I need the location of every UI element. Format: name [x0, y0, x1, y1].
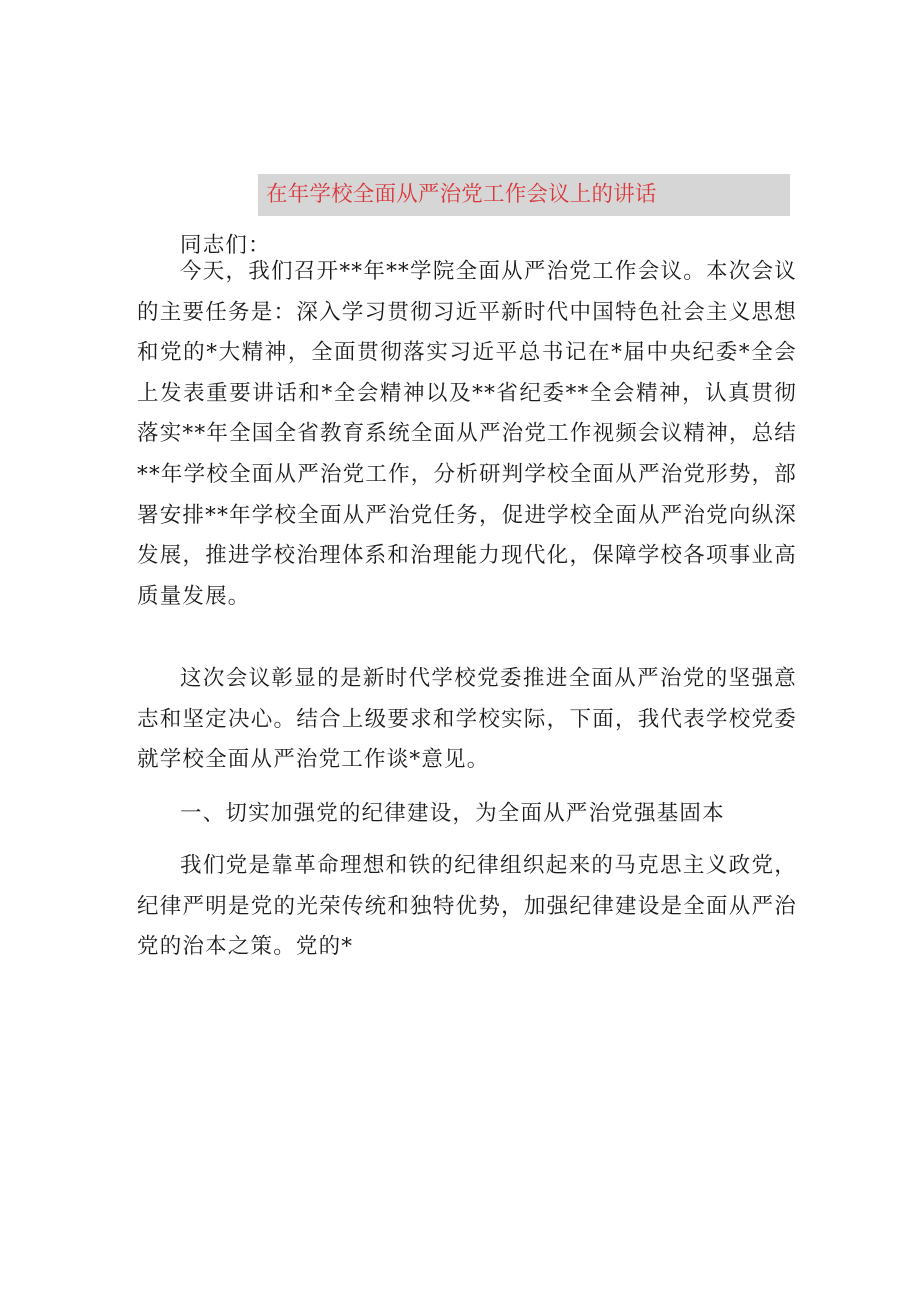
paragraph-intro — [137, 252, 797, 617]
paragraph: 这次会议彰显的是新时代学校党委推进全面从严治党的坚强意志和坚定决心。结合上级要求和学校实际，下面，我代表学校党委就学校全面从严治党工作谈*意见。 — [137, 666, 797, 773]
paragraph-resolve — [137, 659, 797, 781]
paragraph-discipline — [137, 846, 797, 968]
section-heading: 一、切实加强党的纪律建设，为全面从严治党强基固本 — [180, 801, 725, 826]
document-title: 在年学校全面从严治党工作会议上的讲话 — [266, 182, 657, 207]
paragraph: 今天，我们召开**年**学院全面从严治党工作会议。本次会议的主要任务是：深入学习贯彻习近平新时代中国特色社会主义思想和党的*大精神，全面贯彻落实习近平总书记在*届中央纪委*全会上发表重要讲话和*全会精神以及**省纪委**全会精神，认真贯彻落实**年全国全省教育系统全面从严治党工作视频会议精神，总结**年学校全面从严治党工作，分析研判学校全面从严治党形势，部署安排**年学校全面从严治党任务，促进学校全面从严治党向纵深发展，推进学校治理体系和治理能力现代化，保障学校各项事业高质量发展。 — [137, 259, 797, 609]
paragraph: 我们党是靠革命理想和铁的纪律组织起来的马克思主义政党，纪律严明是党的光荣传统和独特优势，加强纪律建设是全面从严治党的治本之策。党的* — [137, 853, 797, 960]
salutation: 同志们： — [180, 233, 271, 258]
section-heading-1 — [137, 794, 797, 835]
